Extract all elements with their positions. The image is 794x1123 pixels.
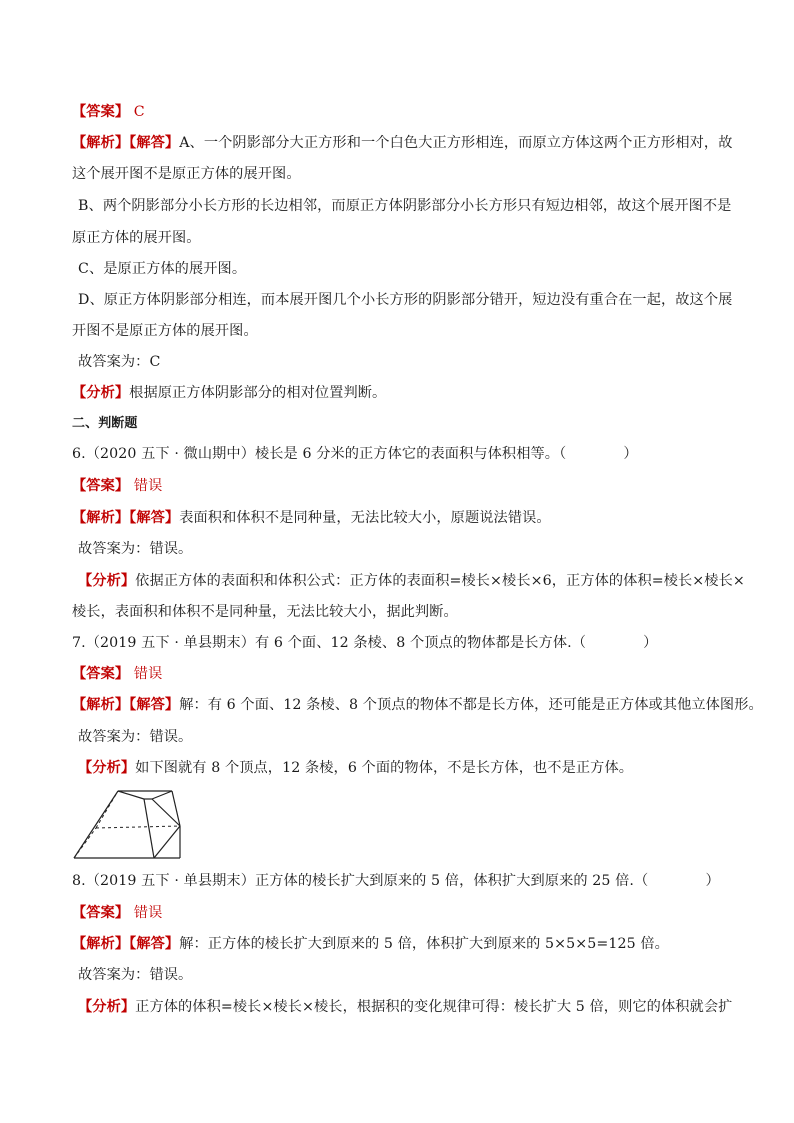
section-title: 二、判断题 xyxy=(72,416,138,431)
frustum-figure xyxy=(72,786,182,860)
q6-stem: 6.（2020 五下 · 微山期中）棱长是 6 分米的正方体它的表面积与体积相等。（ ） xyxy=(72,446,638,462)
q8-conclusion: 故答案为：错误。 xyxy=(78,967,193,983)
q8-answer-line xyxy=(72,902,732,924)
answer-tag: 【答案】 xyxy=(72,905,130,921)
q5-conclusion: 故答案为：C xyxy=(78,354,161,370)
q5-fenxi-line xyxy=(72,382,732,404)
answer-value: 错误 xyxy=(133,905,163,921)
fenxi-tag: 【分析】 xyxy=(72,385,130,401)
answer-tag: 【答案】 xyxy=(72,666,130,682)
answer-value: C xyxy=(133,104,145,120)
edge xyxy=(152,791,172,799)
analysis-text: A、一个阴影部分大正方形和一个白色大正方形相连，而原立方体这两个正方形相对，故 xyxy=(179,135,733,151)
q7-stem: 7.（2019 五下 · 单县期末）有 6 个面、12 条棱、8 个顶点的物体都是长方体.（ ） xyxy=(72,635,658,651)
analysis-text: 解：正方体的棱长扩大到原来的 5 倍，体积扩大到原来的 5×5×5=125 倍。 xyxy=(179,936,669,952)
hidden-edge xyxy=(96,826,180,828)
fenxi-tag: 【分析】 xyxy=(78,573,136,589)
fenxi-text: 正方体的体积=棱长×棱长×棱长，根据积的变化规律可得：棱长扩大 5 倍，则它的体积就会扩 xyxy=(135,999,733,1015)
edge xyxy=(172,791,180,826)
analysis-tag: 【解析】【解答】 xyxy=(72,936,180,952)
q8-fenxi-line xyxy=(72,996,738,1018)
answer-value: 错误 xyxy=(133,478,163,494)
q7-analysis-line xyxy=(72,694,763,716)
q5-analysis-line-4: 原正方体的展开图。 xyxy=(72,230,201,246)
q8-stem: 8.（2019 五下 · 单县期末）正方体的棱长扩大到原来的 5 倍，体积扩大到原来的 25 倍.（ ） xyxy=(72,873,720,889)
fenxi-tag: 【分析】 xyxy=(78,760,136,776)
analysis-tag: 【解析】【解答】 xyxy=(72,510,180,526)
fenxi-text: 依据正方体的表面积和体积公式：正方体的表面积=棱长×棱长×6，正方体的体积=棱长×棱长× xyxy=(135,573,745,589)
analysis-text: 解：有 6 个面、12 条棱、8 个顶点的物体不都是长方体，还可能是正方体或其他立体图形。 xyxy=(179,697,763,713)
q5-analysis-line-6: D、原正方体阴影部分相连，而本展开图几个小长方形的阴影部分错开，短边没有重合在一起，故这个展 xyxy=(78,292,733,308)
q6-analysis-line xyxy=(72,507,732,529)
edge xyxy=(118,791,144,799)
fenxi-text: 根据原正方体阴影部分的相对位置判断。 xyxy=(129,385,387,401)
hidden-edge xyxy=(96,791,118,828)
q7-answer-line xyxy=(72,663,732,685)
q6-fenxi-line-1 xyxy=(72,570,745,592)
q5-analysis-line-5: C、是原正方体的展开图。 xyxy=(78,261,247,277)
fenxi-tag: 【分析】 xyxy=(78,999,136,1015)
q6-answer-line xyxy=(72,475,732,497)
q8-analysis-line xyxy=(72,933,732,955)
answer-tag: 【答案】 xyxy=(72,104,130,120)
analysis-tag: 【解析】【解答】 xyxy=(72,135,180,151)
analysis-tag: 【解析】【解答】 xyxy=(72,697,180,713)
edge xyxy=(154,826,180,858)
edge xyxy=(152,799,180,826)
fenxi-text: 如下图就有 8 个顶点，12 条棱，6 个面的物体，不是长方体，也不是正方体。 xyxy=(135,760,634,776)
analysis-text: 表面积和体积不是同种量，无法比较大小，原题说法错误。 xyxy=(179,510,551,526)
edge xyxy=(144,799,154,858)
q5-analysis-line-2: 这个展开图不是原正方体的展开图。 xyxy=(72,166,301,182)
q7-conclusion: 故答案为：错误。 xyxy=(78,729,193,745)
q7-fenxi-line xyxy=(72,757,738,779)
edge xyxy=(74,791,118,858)
q5-analysis-line-7: 开图不是原正方体的展开图。 xyxy=(72,323,258,339)
q6-conclusion: 故答案为：错误。 xyxy=(78,541,193,557)
q5-analysis-line-1 xyxy=(72,132,732,154)
q5-analysis-line-3: B、两个阴影部分小长方形的长边相邻，而原正方体阴影部分小长方形只有短边相邻，故这个展开图不是 xyxy=(78,198,732,214)
answer-value: 错误 xyxy=(133,666,163,682)
q6-fenxi-line-2: 棱长，表面积和体积不是同种量，无法比较大小，据此判断。 xyxy=(72,604,458,620)
answer-tag: 【答案】 xyxy=(72,478,130,494)
q5-answer-line xyxy=(72,101,732,123)
document-page xyxy=(72,0,763,1123)
